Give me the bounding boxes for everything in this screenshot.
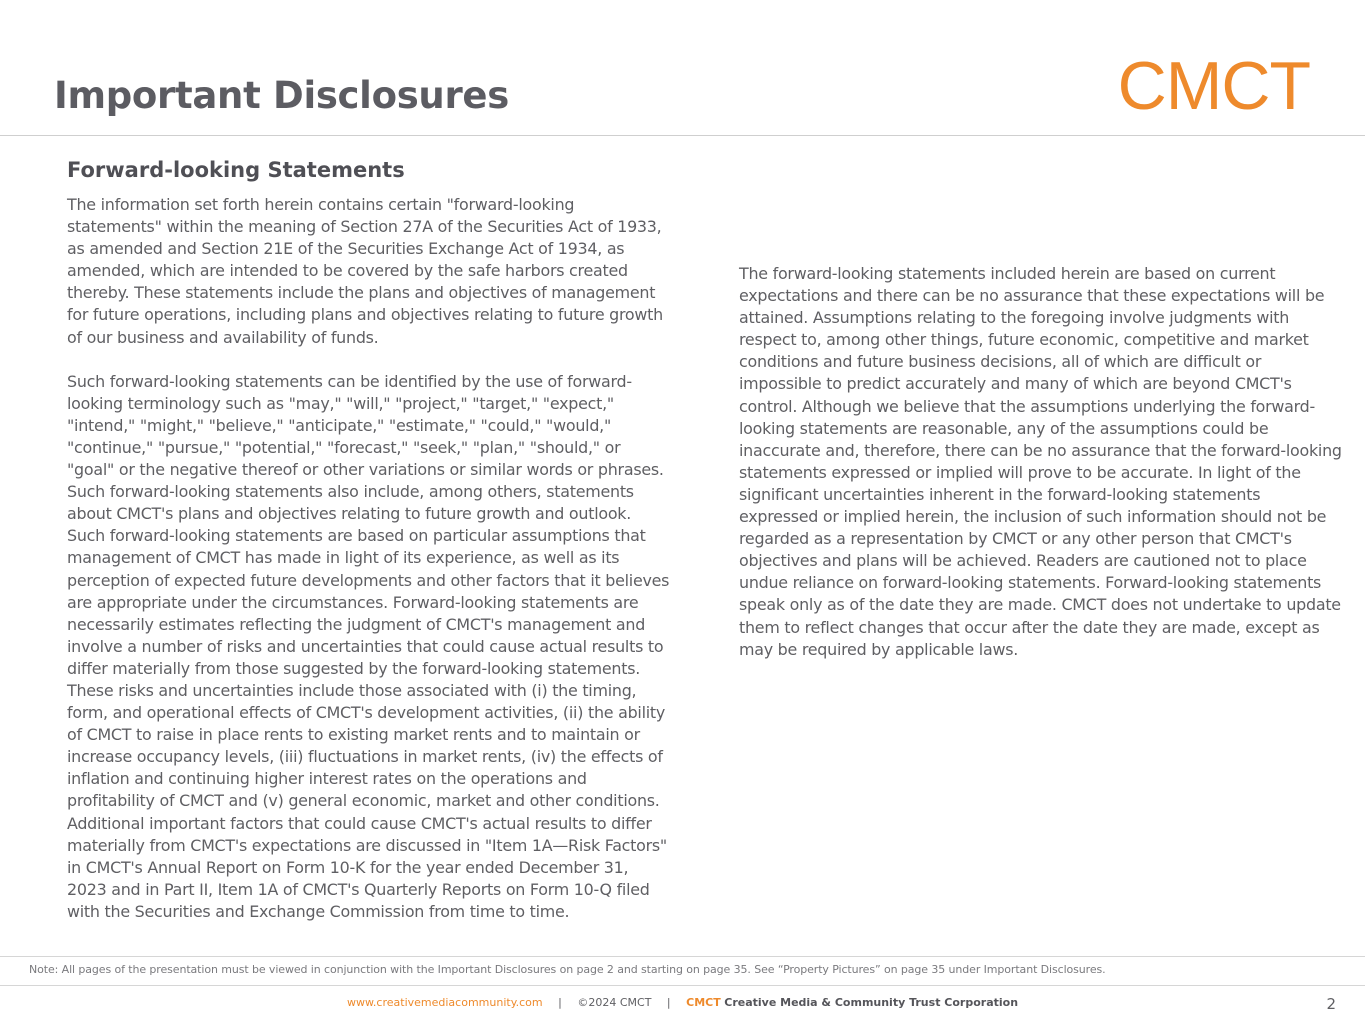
footer-separator: | [666,996,671,1009]
page-number: 2 [1326,995,1336,1013]
right-paragraph-1: The forward-looking statements included herein are based on current expectations and there can be no assurance that these expectations will be attained. Assumptions relating to the foregoing involve judgments with respect to, among other things, future economic, competitive and market conditions and future business decisions, all of which are difficult or impossible to predict accurately and many of which are beyond CMCT's control. Although we believe that the assumptions underlying the forward-looking statements are reasonable, any of the assumptions could be inaccurate and, therefore, there can be no assurance that the forward-looking statements expressed or implied will prove to be accurate. In light of the significant uncertainties inherent in the forward-looking statements expressed or implied herein, the inclusion of such information should not be regarded as a representation by CMCT or any other person that CMCT's objectives and plans will be achieved. Readers are cautioned not to place undue reliance on forward-looking statements. Forward-looking statements speak only as of the date they are made. CMCT does not undertake to update them to reflect changes that occur after the date they are made, except as may be required by applicable laws. [739,264,1342,659]
left-column [67,194,671,945]
copyright: ©2024 CMCT [577,996,652,1009]
footnote-divider-top [0,956,1365,957]
header-divider [0,135,1365,136]
left-paragraph-2: Such forward-looking statements can be identified by the use of forward-looking terminology such as "may," "will," "project," "target," "expect," "intend," "might," "believe," "anticipate," "estimate," "could," "would," "continue," "pursue," "potential," "forecast," "seek," "plan," "should," or "goal" or the negative thereof or other variations or similar words or phrases. Such forward-looking statements also include, among others, statements about CMCT's plans and objectives relating to future growth and outlook. Such forward-looking statements are based on particular assumptions that management of CMCT has made in light of its experience, as well as its perception of expected future developments and other factors that it believes are appropriate under the circumstances. Forward-looking statements are necessarily estimates reflecting the judgment of CMCT's management and involve a number of risks and uncertainties that could cause actual results to differ materially from those suggested by the forward-looking statements. These risks and uncertainties include those associated with (i) the timing, form, and operational effects of CMCT's development activities, (ii) the ability of CMCT to raise in place rents to existing market rents and to maintain or increase occupancy levels, (iii) fluctuations in market rents, (iv) the effects of inflation and continuing higher interest rates on the operations and profitability of CMCT and (v) general economic, market and other conditions. Additional important factors that could cause CMCT's actual results to differ materially from CMCT's expectations are discussed in "Item 1A—Risk Factors" in CMCT's Annual Report on Form 10-K for the year ended December 31, 2023 and in Part II, Item 1A of CMCT's Quarterly Reports on Form 10-Q filed with the Securities and Exchange Commission from time to time. [67,371,670,921]
page-title: Important Disclosures [54,74,509,117]
footnote: Note: All pages of the presentation must be viewed in conjunction with the Important Disclosures on page 2 and starting on page 35. See “Property Pictures” on page 35 under Important Disclosures. [29,963,1106,976]
company-name: Creative Media & Community Trust Corporation [724,996,1019,1009]
footer [0,996,1365,1009]
footer-separator: | [558,996,562,1009]
section-heading: Forward-looking Statements [67,158,405,182]
right-column [739,263,1343,683]
website-link[interactable]: www.creativemediacommunity.com [346,996,543,1009]
footer-brand: CMCT [686,996,721,1009]
footnote-divider-bottom [0,985,1365,986]
left-paragraph-1: The information set forth herein contains certain "forward-looking statements" within the meaning of Section 27A of the Securities Act of 1933, as amended and Section 21E of the Securities Exchange Act of 1934, as amended, which are intended to be covered by the safe harbors created thereby. These statements include the plans and objectives of management for future operations, including plans and objectives relating to future growth of our business and availability of funds. [67,195,663,347]
cmct-logo: CMCT [1117,48,1310,124]
